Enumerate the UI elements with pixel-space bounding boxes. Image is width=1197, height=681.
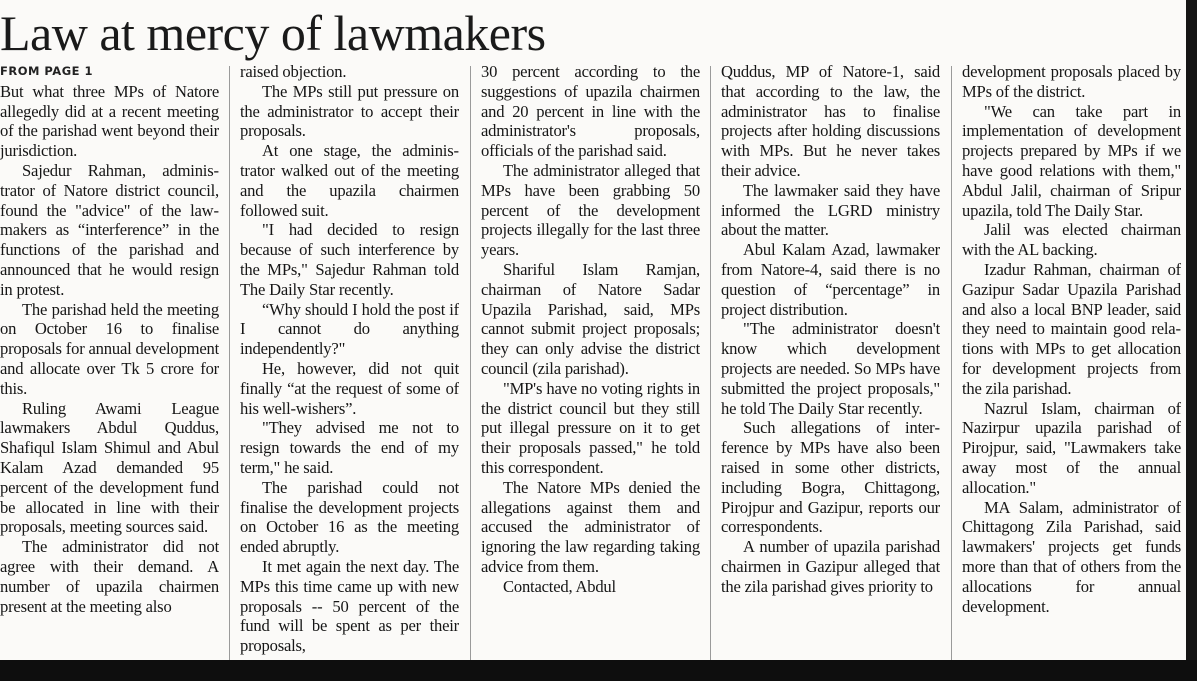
column-rule xyxy=(470,66,471,660)
paragraph: "MP's have no voting rights in the district council but they still put illegal pressure on it to get their proposals passed," he told this correspondent. xyxy=(481,378,700,477)
paragraph: Sajedur Rahman, administrator of Natore district council, found the "advice" of the lawmakers as “interference” in the functions of the parishad and announced that he would resign in protest. xyxy=(0,160,219,299)
article-column-2 xyxy=(240,62,459,660)
article-headline: Law at mercy of lawmakers xyxy=(0,5,546,61)
paragraph: But what three MPs of Natore allegedly did at a recent meeting of the parishad went beyond their jurisdiction. xyxy=(0,81,219,161)
paragraph: Abul Kalam Azad, lawmaker from Natore-4, said there is no question of “percentage” in project distribution. xyxy=(721,240,940,319)
paragraph: The Natore MPs denied the allegations against them and accused the administrator of ignoring the law regarding taking advice from them. xyxy=(481,477,700,576)
paragraph: The parishad could not finalise the development projects on October 16 as the meeting ended abruptly. xyxy=(240,477,459,557)
article-column-1 xyxy=(0,62,219,660)
column-rule xyxy=(229,66,230,660)
paragraph: At one stage, the administrator walked out of the meeting and the upazila chairmen followed suit. xyxy=(240,141,459,220)
paragraph: Contacted, Abdul xyxy=(503,576,616,596)
scan-edge-right xyxy=(1186,0,1197,660)
article-column-5 xyxy=(962,62,1181,660)
paragraph: Izadur Rahman, chairman of Gazipur Sadar Upazila Parishad and also a local BNP leader, said they need to maintain good relations with MPs to get allocation for development projects from the zila parishad. xyxy=(962,259,1181,398)
paragraph: “Why should I hold the post if I cannot do anything independently?" xyxy=(240,299,459,359)
paragraph: He, however, did not quit finally “at the request of some of his well-wishers”. xyxy=(240,358,459,418)
paragraph: raised objection. xyxy=(240,62,347,81)
paragraph: The administrator alleged that MPs have been grabbing 50 percent of the development projects illegally for the last three years. xyxy=(481,160,700,260)
paragraph: "They advised me not to resign towards the end of my term," he said. xyxy=(240,418,459,477)
paragraph: "The administrator doesn't know which development projects are needed. So MPs have submitted the project proposals," he told The Daily Star recently. xyxy=(721,319,940,418)
paragraph: "I had decided to resign because of such interference by the MPs," Sajedur Rahman told The Daily Star recently. xyxy=(240,220,459,299)
article-column-4 xyxy=(721,62,940,660)
paragraph: It met again the next day. The MPs this time came up with new proposals -- 50 percent of the fund will be spent as per their proposals, xyxy=(240,556,459,656)
paragraph: MA Salam, administrator of Chittagong Zila Parishad, said lawmakers' projects get funds more than that of others from the allocations for annual development. xyxy=(962,497,1181,616)
column-rule xyxy=(951,66,952,660)
paragraph: The lawmaker said they have informed the LGRD ministry about the matter. xyxy=(721,180,940,240)
scan-edge-bottom xyxy=(0,660,1197,681)
paragraph: The administrator did not agree with their demand. A number of upazila chairmen present at the meeting also xyxy=(0,537,219,616)
paragraph: A number of upazila parishad chairmen in Gazipur alleged that the zila parishad gives priority to xyxy=(721,537,940,596)
paragraph: "We can take part in implementation of development projects prepared by MPs if we have good relations with them," Abdul Jalil, chairman of Sripur upazila, told The Daily Star. xyxy=(962,101,1181,220)
paragraph: Shariful Islam Ramjan, chairman of Natore Sadar Upazila Parishad, said, MPs cannot submit project proposals; they can only advise the district council (zila parishad). xyxy=(481,259,700,378)
paragraph: The parishad held the meeting on October 16 to finalise proposals for annual development and allocate over Tk 5 crore for this. xyxy=(0,299,219,398)
continuation-kicker: FROM PAGE 1 xyxy=(0,64,94,78)
paragraph: 30 percent according to the suggestions of upazila chairmen and 20 percent in line with the administrator's proposals, officials of the parishad said. xyxy=(481,62,700,161)
column-rule xyxy=(710,66,711,660)
paragraph: Such allegations of interference by MPs have also been raised in some other districts, including Bogra, Chittagong, Pirojpur and Gazipur, reports our correspondents. xyxy=(721,418,940,537)
paragraph: The MPs still put pressure on the administrator to accept their proposals. xyxy=(240,81,459,141)
paragraph: development proposals placed by MPs of the district. xyxy=(962,62,1181,101)
article-column-3 xyxy=(481,62,700,660)
paragraph: Jalil was elected chairman with the AL backing. xyxy=(962,220,1181,260)
paragraph: Ruling Awami League lawmakers Abdul Quddus, Shafiqul Islam Shimul and Abul Kalam Azad demanded 95 percent of the development fund be allocated in line with their proposals, meeting sources said. xyxy=(0,398,219,537)
paragraph: Nazrul Islam, chairman of Nazirpur upazila parishad of Pirojpur, said, "Lawmakers take away most of the annual allocation." xyxy=(962,398,1181,497)
paragraph: Quddus, MP of Natore-1, said that according to the law, the administrator has to finalise projects after holding discussions with MPs. But he never takes their advice. xyxy=(721,62,940,180)
